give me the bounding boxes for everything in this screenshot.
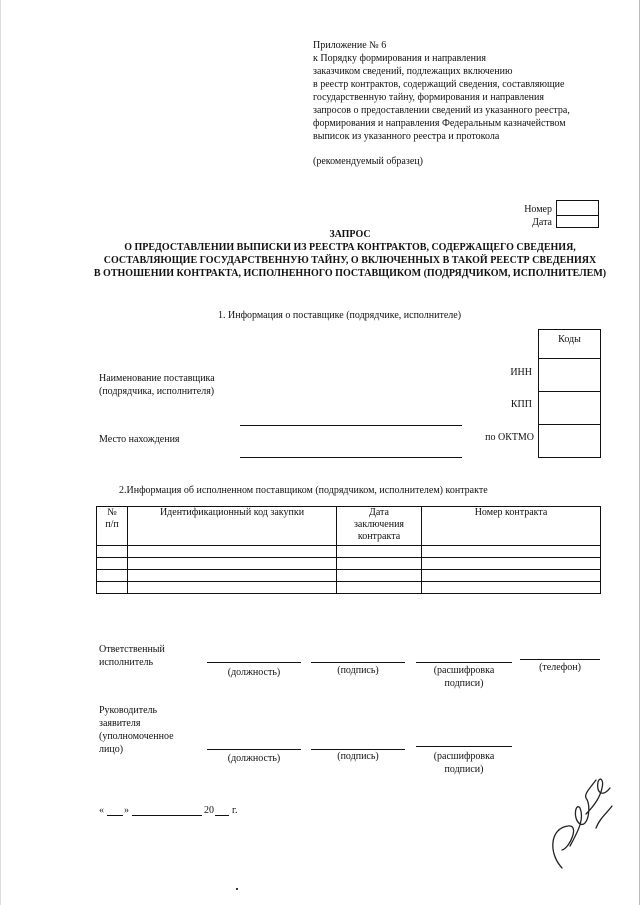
date-day-line[interactable] [107, 815, 123, 816]
head-label: Руководитель заявителя (уполномоченное лицо) [99, 705, 174, 755]
codes-header [538, 329, 601, 359]
responsible-signature-caption: (подпись) [337, 665, 379, 676]
table-row [97, 570, 601, 582]
location-label: Место нахождения [99, 434, 180, 445]
date-year-suffix: г. [232, 805, 238, 816]
responsible-label: Ответственный исполнитель [99, 644, 165, 668]
responsible-phone-caption: (телефон) [539, 662, 581, 673]
responsible-position-line[interactable] [207, 662, 301, 663]
section1-title: 1. Информация о поставщике (подрядчике, исполнителе) [218, 310, 462, 321]
head-decoding-caption: (расшифровка подписи) [433, 751, 495, 775]
responsible-decoding-line[interactable] [416, 662, 512, 663]
date-field[interactable] [556, 215, 599, 228]
appendix-line: к Порядку формирования и направления [313, 53, 486, 64]
supplier-name-label-line: Наименование поставщика [99, 373, 215, 384]
inn-code-field[interactable] [538, 358, 601, 392]
responsible-position-caption: (должность) [227, 667, 281, 678]
appendix-line: выписок из указанного реестра и протокола [313, 131, 500, 142]
head-position-caption: (должность) [227, 753, 281, 764]
date-year-prefix: 20 [204, 805, 214, 816]
col-contract-date: Дата заключения контракта [337, 507, 422, 546]
location-line[interactable] [240, 457, 462, 458]
scan-speck [236, 888, 238, 890]
appendix-line: запросов о предоставлении сведений из указанного реестра, [313, 105, 570, 116]
number-field[interactable] [556, 200, 599, 216]
heading-line: СОСТАВЛЯЮЩИЕ ГОСУДАРСТВЕННУЮ ТАЙНУ, О ВКЛЮЧЕННЫХ В ТАКОЙ РЕЕСТР СВЕДЕНИЯХ [103, 255, 597, 266]
heading-word: ЗАПРОС [329, 229, 371, 240]
date-open-quote: « [99, 805, 104, 816]
sample-note: (рекомендуемый образец) [313, 156, 423, 167]
supplier-name-label [99, 372, 215, 398]
codes-header-text: Коды [558, 334, 581, 345]
head-decoding-line[interactable] [416, 746, 512, 747]
appendix-line: государственную тайну, формирования и направления [313, 92, 544, 103]
date-label: Дата [532, 217, 552, 228]
supplier-name-line[interactable] [240, 425, 462, 426]
number-label: Номер [524, 204, 552, 215]
table-row [97, 546, 601, 558]
appendix-block [313, 39, 613, 143]
date-month-line[interactable] [132, 815, 202, 816]
handwritten-signature-icon [540, 758, 620, 878]
responsible-signature-line[interactable] [311, 662, 405, 663]
contract-table [96, 506, 601, 594]
appendix-line: формирования и направления Федеральным казначейством [313, 118, 566, 129]
section2-title: 2.Информация об исполненном поставщиком (подрядчиком, исполнителем) контракте [119, 485, 488, 496]
oktmo-code-field[interactable] [538, 424, 601, 458]
heading-line: В ОТНОШЕНИИ КОНТРАКТА, ИСПОЛНЕННОГО ПОСТАВЩИКОМ (ПОДРЯДЧИКОМ, ИСПОЛНИТЕЛЕМ) [93, 268, 607, 279]
appendix-title: Приложение № 6 [313, 40, 387, 51]
appendix-line: в реестр контрактов, содержащий сведения, составляющие [313, 79, 565, 90]
date-year-line[interactable] [215, 815, 229, 816]
inn-label: ИНН [510, 367, 532, 378]
date-close-quote: » [124, 805, 129, 816]
oktmo-label: по ОКТМО [485, 432, 534, 443]
col-purchase-code: Идентификационный код закупки [128, 507, 337, 546]
head-position-line[interactable] [207, 749, 301, 750]
supplier-name-label-line: (подрядчика, исполнителя) [99, 386, 215, 397]
head-signature-caption: (подпись) [337, 751, 379, 762]
responsible-decoding-caption: (расшифровка подписи) [433, 665, 495, 689]
table-row [97, 582, 601, 594]
col-contract-number: Номер контракта [422, 507, 601, 546]
kpp-code-field[interactable] [538, 391, 601, 425]
heading-line: О ПРЕДОСТАВЛЕНИИ ВЫПИСКИ ИЗ РЕЕСТРА КОНТРАКТОВ, СОДЕРЖАЩЕГО СВЕДЕНИЯ, [124, 242, 576, 253]
kpp-label: КПП [510, 399, 532, 410]
appendix-line: заказчиком сведений, подлежащих включению [313, 66, 513, 77]
col-num: № п/п [97, 507, 128, 546]
responsible-phone-line[interactable] [520, 659, 600, 660]
table-row [97, 558, 601, 570]
